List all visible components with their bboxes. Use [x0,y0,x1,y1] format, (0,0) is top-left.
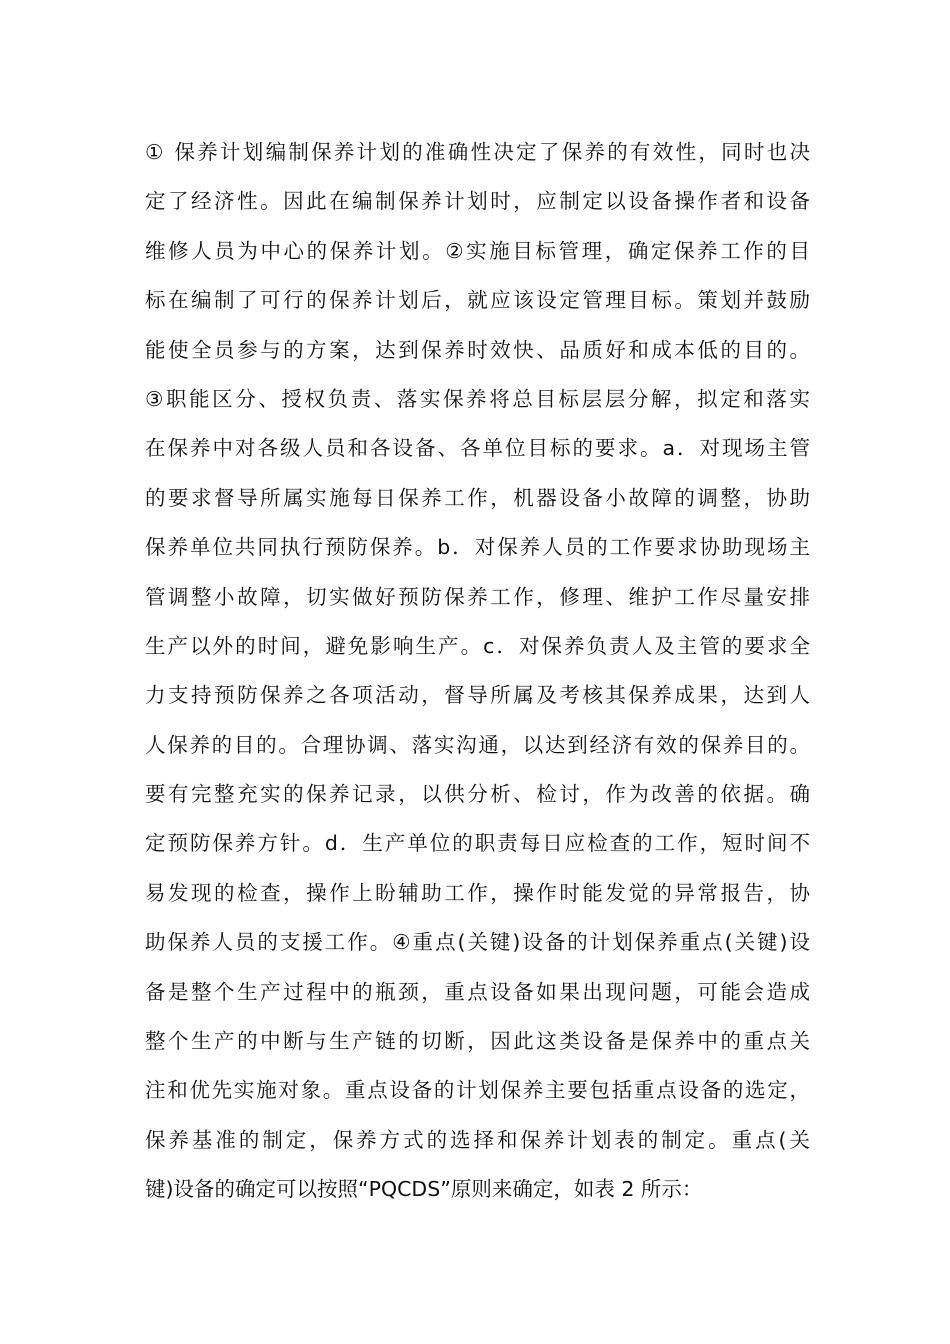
paragraph-line: 人保养的目的。合理协调、落实沟通，以达到经济有效的保养目的。 [145,732,810,757]
paragraph-line: 标在编制了可行的保养计划后，就应该设定管理目标。策划并鼓励 [145,288,810,313]
paragraph-line: 保养基准的制定，保养方式的选择和保养计划表的制定。重点(关 [145,1127,810,1152]
paragraph-line: 维修人员为中心的保养计划。②实施目标管理，确定保养工作的目 [145,238,810,263]
paragraph-line: 整个生产的中断与生产链的切断，因此这类设备是保养中的重点关 [145,1029,810,1054]
paragraph-line: ③职能区分、授权负责、落实保养将总目标层层分解，拟定和落实 [145,386,810,411]
body-paragraph [145,128,810,1215]
paragraph-line: 易发现的检查，操作上盼辅助工作，操作时能发觉的异常报告，协 [145,880,810,905]
paragraph-line: 的要求督导所属实施每日保养工作，机器设备小故障的调整，协助 [145,485,810,510]
paragraph-line-last: 键)设备的确定可以按照“PQCDS”原则来确定，如表 2 所示： [145,1177,703,1202]
paragraph-line: 保养单位共同执行预防保养。b．对保养人员的工作要求协助现场主 [145,535,810,560]
paragraph-line: 定预防保养方针。d．生产单位的职责每日应检查的工作，短时间不 [145,831,810,856]
paragraph-line: 备是整个生产过程中的瓶颈，重点设备如果出现问题，可能会造成 [145,979,810,1004]
paragraph-line: 在保养中对各级人员和各设备、各单位目标的要求。a．对现场主管 [145,436,810,461]
paragraph-line: 要有完整充实的保养记录，以供分析、检讨，作为改善的依据。确 [145,782,810,807]
paragraph-line: 生产以外的时间，避免影响生产。c．对保养负责人及主管的要求全 [145,633,810,658]
paragraph-line: 定了经济性。因此在编制保养计划时，应制定以设备操作者和设备 [145,189,810,214]
paragraph-line: 能使全员参与的方案，达到保养时效快、品质好和成本低的目的。 [145,337,810,362]
paragraph-line: 管调整小故障，切实做好预防保养工作，修理、维护工作尽量安排 [145,584,810,609]
paragraph-line: 力支持预防保养之各项活动，督导所属及考核其保养成果，达到人 [145,683,810,708]
paragraph-line: 助保养人员的支援工作。④重点(关键)设备的计划保养重点(关键)设 [145,930,810,955]
paragraph-line: ① 保养计划编制保养计划的准确性决定了保养的有效性，同时也决 [145,140,810,164]
paragraph-line: 注和优先实施对象。重点设备的计划保养主要包括重点设备的选定， [145,1078,810,1103]
